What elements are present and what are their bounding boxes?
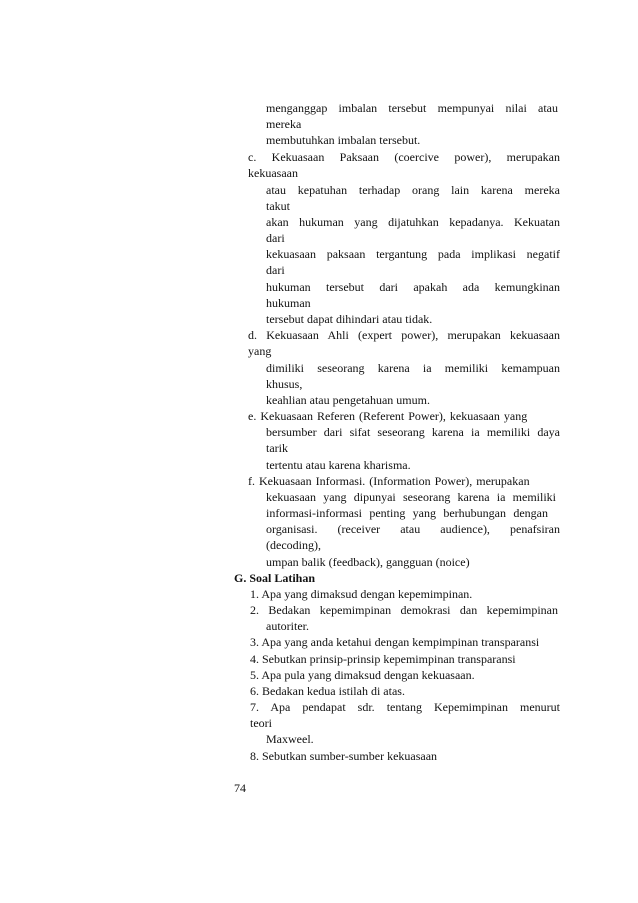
item-f-line: organisasi. (receiver atau audience), penafsiran <box>266 522 560 536</box>
intro-line: mereka <box>266 117 302 131</box>
item-f-line: f. Kekuasaan Informasi. (Information Power), merupakan <box>248 474 530 488</box>
item-c-line: atau kepatuhan terhadap orang lain karena mereka <box>266 183 560 197</box>
item-e-line: bersumber dari sifat seseorang karena ia memiliki daya <box>266 425 560 439</box>
question-item: 2. Bedakan kepemimpinan demokrasi dan kepemimpinan <box>250 603 558 617</box>
item-e-line: tarik <box>266 441 288 455</box>
item-d-line: dimiliki seseorang karena ia memiliki kemampuan <box>266 361 560 375</box>
intro-line: menganggap imbalan tersebut mempunyai nilai atau <box>266 101 558 115</box>
question-item: autoriter. <box>266 619 309 633</box>
page-number: 74 <box>234 781 246 795</box>
question-item: teori <box>250 716 272 730</box>
item-e-line: tertentu atau karena kharisma. <box>266 458 411 472</box>
section-heading: G. Soal Latihan <box>234 571 316 585</box>
question-item: 7. Apa pendapat sdr. tentang Kepemimpinan menurut <box>250 700 560 714</box>
item-c-line: dari <box>266 263 285 277</box>
item-c-line: c. Kekuasaan Paksaan (coercive power), merupakan <box>248 150 560 164</box>
question-item: 5. Apa pula yang dimaksud dengan kekuasaan. <box>250 668 475 682</box>
item-c-line: tersebut dapat dihindari atau tidak. <box>266 312 433 326</box>
item-f-line: (decoding), <box>266 538 321 552</box>
item-f-line: informasi-informasi penting yang berhubungan dengan <box>266 506 548 520</box>
item-d-line: d. Kekuasaan Ahli (expert power), merupakan kekuasaan <box>248 328 560 342</box>
item-c-line: kekuasaan paksaan tergantung pada implikasi negatif <box>266 247 560 261</box>
question-item: 6. Bedakan kedua istilah di atas. <box>250 684 405 698</box>
question-item: 3. Apa yang anda ketahui dengan kempimpinan transparansi <box>250 635 540 649</box>
item-d-line: yang <box>248 344 272 358</box>
item-c-line: akan hukuman yang dijatuhkan kepadanya. Kekuatan <box>266 215 560 229</box>
item-c-line: dari <box>266 231 285 245</box>
question-item: Maxweel. <box>266 732 314 746</box>
item-f-line: umpan balik (feedback), gangguan (noice) <box>266 555 470 569</box>
item-d-line: keahlian atau pengetahuan umum. <box>266 393 430 407</box>
item-e-line: e. Kekuasaan Referen (Referent Power), kekuasaan yang <box>248 409 528 423</box>
question-item: 8. Sebutkan sumber-sumber kekuasaan <box>250 749 438 763</box>
item-c-line: hukuman tersebut dari apakah ada kemungkinan <box>266 280 560 294</box>
question-item: 4. Sebutkan prinsip-prinsip kepemimpinan transparansi <box>250 652 516 666</box>
item-c-line: takut <box>266 199 290 213</box>
item-c-line: hukuman <box>266 296 311 310</box>
item-f-line: kekuasaan yang dipunyai seseorang karena ia memiliki <box>266 490 556 504</box>
question-item: 1. Apa yang dimaksud dengan kepemimpinan. <box>250 587 473 601</box>
item-d-line: khusus, <box>266 377 303 391</box>
item-c-line: kekuasaan <box>248 166 298 180</box>
intro-line: membutuhkan imbalan tersebut. <box>266 133 421 147</box>
